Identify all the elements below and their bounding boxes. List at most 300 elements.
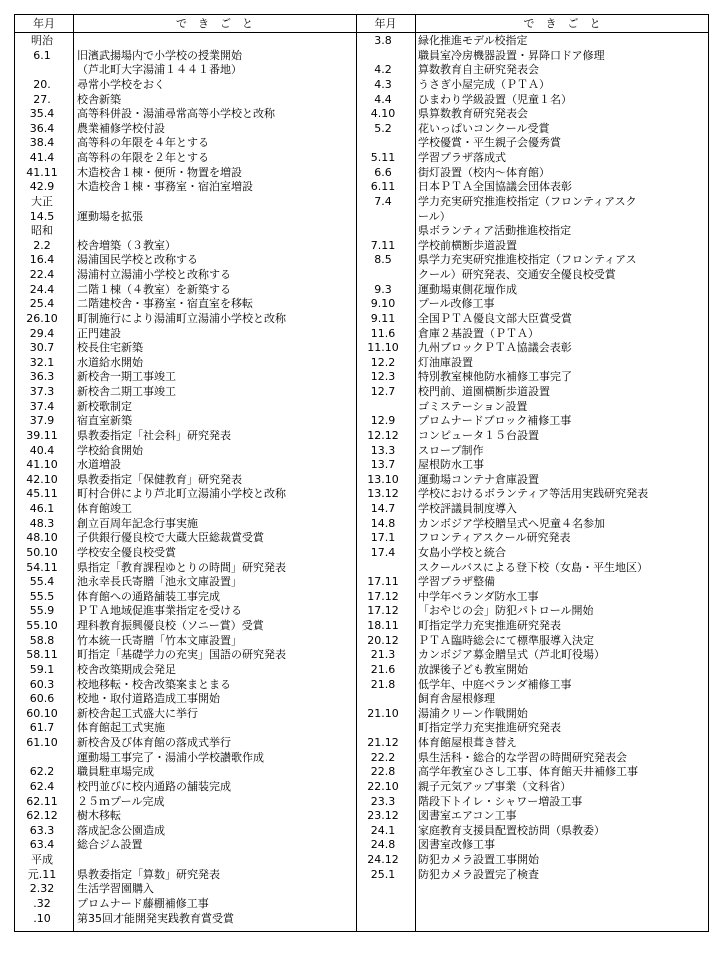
event-cell: 校舎新築 (77, 92, 121, 106)
year-cell: 38.4 (29, 136, 55, 150)
event-cell: 女島小学校と統合 (418, 545, 506, 559)
year-cell: 12.2 (370, 355, 396, 369)
table-row (15, 312, 356, 327)
event-cell: 校舎改築期成会発足 (77, 662, 176, 676)
year-cell: 20. (33, 77, 51, 91)
event-cell: 県教委指定「社会科」研究発表 (77, 428, 231, 442)
year-cell: 14.7 (370, 502, 396, 515)
event-cell: 県指定「教育課程ゆとりの時間」研究発表 (77, 560, 286, 574)
table-row (356, 400, 709, 415)
year-cell: 25.4 (29, 297, 55, 311)
table-row (15, 239, 356, 254)
table-row (356, 546, 709, 561)
year-cell: 17.12 (367, 589, 399, 603)
event-cell: 体育館竣工 (77, 502, 132, 515)
right-event-header: で き ご と (523, 17, 601, 30)
table-row (15, 809, 356, 824)
year-cell: 55.5 (29, 589, 55, 603)
table-row (15, 824, 356, 839)
table-row (356, 166, 709, 181)
year-cell: 6.1 (33, 48, 51, 62)
table-row (356, 78, 709, 93)
year-cell: 21.8 (370, 677, 396, 691)
table-row (356, 122, 709, 137)
event-cell: 町指定学力充実推進研究発表 (418, 721, 561, 735)
table-row (356, 444, 709, 459)
event-cell: 学習プラザ落成式 (418, 151, 506, 164)
event-cell: 町村合併により芦北町立湯浦小学校と改称 (77, 487, 286, 501)
event-cell: 「おやじの会」防犯パトロール開始 (418, 604, 594, 618)
year-cell: 5.2 (374, 121, 392, 135)
event-cell: 図書室エアコン工事 (418, 809, 517, 823)
year-cell: 8.5 (374, 253, 392, 267)
table-row (15, 224, 356, 239)
year-cell: 55.10 (26, 619, 58, 632)
table-row (356, 327, 709, 342)
event-cell: カンボジア募金贈呈式（芦北町役場） (418, 648, 605, 662)
event-cell: 湯浦クリーン作戦開始 (418, 706, 528, 720)
table-row (356, 663, 709, 678)
year-cell: 23.12 (367, 809, 399, 823)
event-cell: 倉庫２基設置（ＰＴＡ） (418, 326, 539, 340)
table-row (356, 239, 709, 254)
year-cell: 14.8 (370, 516, 396, 530)
year-cell: 13.10 (367, 472, 399, 486)
event-cell: 放課後子ども教室開始 (418, 662, 528, 676)
event-cell: 県生活科・総合的な学習の時間研究発表会 (418, 750, 627, 764)
table-row (356, 517, 709, 532)
year-cell: 62.11 (26, 794, 58, 808)
year-cell: 17.4 (370, 545, 396, 559)
year-cell: 17.11 (367, 575, 399, 589)
event-cell: プロムナードブロック補修工事 (418, 414, 572, 428)
table-row (356, 838, 709, 853)
year-cell: 23.3 (370, 794, 396, 808)
table-row (15, 575, 356, 590)
event-cell: 落成記念公園造成 (77, 823, 165, 837)
table-row (15, 458, 356, 473)
table-row (356, 283, 709, 298)
event-cell: 理科教育振興優良校（ソニー賞）受賞 (77, 619, 264, 632)
year-cell: 30.7 (29, 341, 55, 355)
table-row (15, 429, 356, 444)
table-row (15, 678, 356, 693)
event-cell: 灯油庫設置 (418, 355, 473, 369)
year-cell: 4.2 (374, 63, 392, 77)
year-cell: 46.1 (29, 502, 55, 515)
table-row (356, 63, 709, 78)
year-cell: 41.4 (29, 151, 55, 164)
event-cell: 総合ジム設置 (77, 838, 143, 852)
year-cell: 61.10 (26, 736, 58, 749)
table-row (356, 210, 709, 225)
year-cell: .32 (33, 896, 51, 910)
event-cell: 県教委指定「算数」研究発表 (77, 867, 220, 881)
event-cell: 新校舎二期工事竣工 (77, 385, 176, 398)
table-row (356, 678, 709, 693)
table-row (15, 795, 356, 810)
event-cell: ゴミステーション設置 (418, 399, 528, 413)
table-row (15, 502, 356, 517)
year-cell: 26.10 (26, 311, 58, 325)
table-row (356, 356, 709, 371)
year-cell: 4.3 (374, 77, 392, 91)
year-cell: 21.6 (370, 662, 396, 676)
table-row (356, 751, 709, 766)
event-cell: 学力充実研究推進校指定（フロンティアスク (418, 194, 637, 208)
event-cell: 校門前、道園横断歩道設置 (418, 385, 550, 398)
year-cell: 17.1 (370, 531, 396, 545)
year-cell: 昭和 (31, 224, 53, 238)
event-cell: 町指定学力充実推進研究発表 (418, 619, 561, 632)
table-row (15, 663, 356, 678)
left-year-header: 年月 (33, 17, 55, 30)
year-cell: 6.11 (370, 180, 396, 194)
year-cell: 18.11 (367, 619, 399, 632)
year-cell: 16.4 (29, 253, 55, 267)
table-row (15, 341, 356, 356)
table-row (15, 63, 356, 78)
table-row (15, 180, 356, 195)
table-row (356, 414, 709, 429)
event-cell: 緑化推進モデル校指定 (418, 34, 528, 47)
event-cell: 学校安全優良校受賞 (77, 545, 176, 559)
year-cell: 6.6 (374, 165, 392, 179)
event-cell: 新校歌制定 (77, 399, 132, 413)
event-cell: 高等科併設・湯浦尋常高等小学校と改称 (77, 107, 275, 121)
event-cell: 防犯カメラ設置工事開始 (418, 853, 539, 866)
event-cell: 校門並びに校内通路の舗装完成 (77, 779, 231, 793)
event-cell: 新校舎及び体育館の落成式挙行 (77, 736, 231, 749)
year-cell: 24.1 (370, 823, 396, 837)
event-cell: 校舎増築（３教室） (77, 238, 176, 252)
year-cell: 37.3 (29, 385, 55, 398)
year-cell: 48.3 (29, 516, 55, 530)
year-cell: 62.2 (29, 765, 55, 779)
event-cell: 尋常小学校をおく (77, 77, 165, 91)
event-cell: 木造校舎１棟・事務室・宿泊室増設 (77, 180, 253, 194)
event-cell: 県ボランティア活動推進校指定 (418, 224, 572, 238)
event-cell: スロープ制作 (418, 443, 484, 457)
year-cell: 7.11 (370, 238, 396, 252)
event-cell: 高等科の年限を２年とする (77, 151, 209, 164)
table-row (15, 78, 356, 93)
table-row (356, 473, 709, 488)
table-row (15, 166, 356, 181)
table-row (356, 619, 709, 634)
table-row (15, 136, 356, 151)
event-cell: 高学年教室ひさし工事、体育館天井補修工事 (418, 765, 638, 779)
table-row (15, 49, 356, 64)
year-cell: 9.3 (374, 282, 392, 296)
year-cell: 48.10 (26, 531, 58, 545)
event-cell: プロムナード藤棚補修工事 (77, 896, 209, 910)
event-cell: 校地・取付道路造成工事開始 (77, 692, 220, 706)
event-cell: ひまわり学級設置（児童１名） (418, 92, 572, 106)
event-cell: 水道給水開始 (77, 355, 143, 369)
event-cell: クール）研究発表、交通安全優良校受賞 (418, 268, 616, 281)
year-cell: 11.10 (367, 341, 399, 355)
event-cell: 県教委指定「保健教育」研究発表 (77, 472, 242, 486)
table-row (356, 487, 709, 502)
year-cell: 21.10 (367, 706, 399, 720)
event-cell: ＰＴＡ臨時総会にて標準服導入決定 (418, 633, 594, 647)
year-cell: 明治 (31, 34, 53, 47)
table-row (356, 575, 709, 590)
table-row (356, 824, 709, 839)
table-row (15, 897, 356, 912)
event-cell: 図書室改修工事 (418, 838, 495, 852)
table-row (356, 93, 709, 108)
year-cell: 32.1 (29, 355, 55, 369)
year-cell: 62.12 (26, 809, 58, 823)
event-cell: 学習プラザ整備 (418, 575, 495, 589)
event-cell: 旧濱武揚場内で小学校の授業開始 (77, 48, 242, 62)
table-row (15, 210, 356, 225)
table-row (356, 634, 709, 649)
event-cell: 校長住宅新築 (77, 341, 143, 355)
table-row (356, 180, 709, 195)
table-row (15, 444, 356, 459)
year-cell: 55.9 (29, 604, 55, 618)
year-cell: 9.10 (370, 297, 396, 311)
year-cell: 2.2 (33, 238, 51, 252)
table-row (15, 561, 356, 576)
table-row (15, 473, 356, 488)
event-cell: 湯浦村立湯浦小学校と改称する (77, 268, 231, 281)
year-cell: 41.11 (26, 165, 58, 179)
year-cell: 平成 (31, 853, 53, 866)
event-cell: ール） (418, 209, 451, 223)
year-cell: 63.4 (29, 838, 55, 852)
table-row (356, 561, 709, 576)
year-cell: 21.3 (370, 648, 396, 662)
table-row (15, 546, 356, 561)
table-row (15, 195, 356, 210)
year-cell: 12.9 (370, 414, 396, 428)
table-row (356, 253, 709, 268)
year-cell: 22.2 (370, 750, 396, 764)
year-cell: 7.4 (374, 194, 392, 208)
event-cell: 職員駐車場完成 (77, 765, 154, 779)
table-row (356, 370, 709, 385)
event-cell: うさぎ小屋完成（ＰＴＡ） (418, 77, 550, 91)
event-cell: 体育館への通路舗装工事完成 (77, 589, 220, 603)
table-row (356, 195, 709, 210)
year-cell: 42.10 (26, 472, 58, 486)
table-row (356, 590, 709, 605)
event-cell: 水道増設 (77, 458, 121, 472)
year-cell: 11.6 (370, 326, 396, 340)
table-row (356, 151, 709, 166)
year-cell: 42.9 (29, 180, 55, 194)
event-cell: 九州ブロックＰＴＡ協議会表彰 (418, 341, 572, 355)
table-row (15, 487, 356, 502)
event-cell: フロンティアスクール研究発表 (418, 531, 571, 545)
year-cell: 60.6 (29, 692, 55, 706)
year-cell: 27. (33, 92, 51, 106)
event-cell: 二階１棟（４教室）を新築する (77, 282, 231, 296)
year-cell: 40.4 (29, 443, 55, 457)
table-row (356, 531, 709, 546)
left-rows (15, 34, 356, 926)
event-cell: 樹木移転 (77, 809, 121, 823)
table-row (15, 765, 356, 780)
year-cell: 14.5 (29, 209, 55, 223)
event-cell: 第35回才能開発実践教育賞受賞 (77, 911, 234, 925)
year-cell: 24.8 (370, 838, 396, 852)
left-column (15, 15, 356, 931)
year-cell: 39.11 (26, 428, 58, 442)
event-cell: 花いっぱいコンクール受賞 (418, 121, 550, 135)
event-cell: 高等科の年限を４年とする (77, 136, 209, 150)
year-cell: 21.12 (367, 736, 399, 749)
table-row (356, 707, 709, 722)
table-row (15, 34, 356, 49)
table-row (15, 590, 356, 605)
table-row (15, 122, 356, 137)
year-cell: 22.10 (367, 779, 399, 793)
event-cell: 階段下トイレ・シャワー増設工事 (418, 794, 583, 808)
table-row (356, 502, 709, 517)
year-cell: 55.4 (29, 575, 55, 589)
table-row (15, 151, 356, 166)
year-cell: 4.10 (370, 107, 396, 121)
event-cell: 校地移転・校舎改築案まとまる (77, 677, 231, 691)
year-cell: 58.11 (26, 648, 58, 662)
table-row (15, 692, 356, 707)
year-cell: 24.12 (367, 853, 399, 866)
table-row (15, 604, 356, 619)
table-row (356, 385, 709, 400)
event-cell: 学校評議員制度導入 (418, 502, 517, 515)
event-cell: 県算数教育研究発表会 (418, 107, 528, 121)
table-row (15, 751, 356, 766)
event-cell: 創立百周年記念行事実施 (77, 516, 198, 530)
table-row (15, 107, 356, 122)
year-cell: 12.7 (370, 385, 396, 398)
year-cell: 3.8 (374, 34, 392, 47)
event-cell: 学校におけるボランティア等活用実践研究発表 (418, 487, 649, 501)
table-row (15, 721, 356, 736)
event-cell: 職員室冷房機器設置・昇降口ドア修理 (418, 48, 605, 62)
event-cell: コンピュータ１５台設置 (418, 428, 539, 442)
year-cell: 60.3 (29, 677, 55, 691)
event-cell: 日本ＰＴＡ全国協議会団体表彰 (418, 180, 572, 194)
event-cell: 屋根防水工事 (418, 458, 484, 472)
table-row (15, 283, 356, 298)
event-cell: 運動場コンテナ倉庫設置 (418, 472, 539, 486)
table-row (356, 107, 709, 122)
event-cell: 二階建校舎・事務室・宿直室を移転 (77, 297, 253, 311)
event-cell: 学校給食開始 (77, 443, 143, 457)
table-row (15, 882, 356, 897)
table-row (356, 34, 709, 49)
event-cell: 宿直室新築 (77, 414, 132, 428)
event-cell: 県学力充実研究推進校指定（フロンティアス (418, 253, 637, 267)
table-row (356, 765, 709, 780)
table-row (356, 604, 709, 619)
year-cell: 24.4 (29, 282, 55, 296)
event-cell: カンボジア学校贈呈式へ児童４名参加 (418, 516, 605, 530)
table-row (15, 780, 356, 795)
table-row (356, 780, 709, 795)
event-cell: 親子元気アップ事業（文科省） (418, 779, 572, 793)
table-row (356, 458, 709, 473)
history-table (14, 14, 709, 932)
right-year-header: 年月 (374, 17, 397, 30)
event-cell: 池永幸長氏寄贈「池永文庫設置」 (77, 575, 242, 589)
table-row (356, 297, 709, 312)
year-cell: 20.12 (367, 633, 399, 647)
event-cell: 全国ＰＴＡ優良文部大臣賞受賞 (418, 311, 572, 325)
table-row (356, 49, 709, 64)
event-cell: 飼育舎屋根修理 (418, 692, 495, 706)
table-row (356, 136, 709, 151)
table-row (356, 868, 709, 883)
event-cell: ２５ｍプール完成 (77, 794, 165, 808)
table-row (356, 795, 709, 810)
year-cell: 61.7 (29, 721, 55, 735)
event-cell: 中学年ベランダ防水工事 (418, 589, 539, 603)
year-cell: 50.10 (26, 545, 58, 559)
year-cell: 2.32 (29, 882, 55, 896)
year-cell: 29.4 (29, 326, 55, 340)
table-row (15, 370, 356, 385)
event-cell: 農業補修学校付設 (77, 121, 165, 135)
table-row (15, 868, 356, 883)
event-cell: 運動場工事完了・湯浦小学校讃歌作成 (77, 750, 264, 764)
table-row (356, 429, 709, 444)
year-cell: 9.11 (370, 311, 396, 325)
year-cell: 元.11 (27, 867, 57, 881)
event-cell: 体育館屋根葺き替え (418, 736, 517, 749)
year-cell: 5.11 (370, 151, 396, 164)
table-row (15, 253, 356, 268)
event-cell: 町指定「基礎学力の充実」国語の研究発表 (77, 648, 286, 662)
event-cell: 学校優賞・平生親子会優秀賞 (418, 136, 561, 150)
year-cell: 4.4 (374, 92, 392, 106)
year-cell: 58.8 (29, 633, 55, 647)
table-row (356, 809, 709, 824)
table-row (15, 707, 356, 722)
year-cell: 60.10 (26, 706, 58, 720)
table-row (15, 517, 356, 532)
year-cell: 12.3 (370, 370, 396, 384)
event-cell: 低学年、中庭ベランダ補修工事 (418, 677, 572, 691)
event-cell: 正門建設 (77, 326, 121, 340)
event-cell: 運動場東側花壇作成 (418, 282, 517, 296)
table-row (15, 853, 356, 868)
table-row (15, 619, 356, 634)
year-cell: 62.4 (29, 779, 55, 793)
table-row (356, 268, 709, 283)
year-cell: 36.3 (29, 370, 55, 384)
event-cell: 竹本統一氏寄贈「竹本文庫設置」 (77, 633, 242, 647)
event-cell: 体育館起工式実施 (77, 721, 165, 735)
table-row (15, 268, 356, 283)
event-cell: 家庭教育支援員配置校訪問（県教委） (418, 823, 605, 837)
year-cell: 63.3 (29, 823, 55, 837)
table-row (15, 648, 356, 663)
year-cell: 37.9 (29, 414, 55, 428)
table-row (356, 736, 709, 751)
year-cell: 22.4 (29, 268, 55, 281)
year-cell: 13.7 (370, 458, 396, 472)
event-cell: 木造校舎１棟・便所・物置を増設 (77, 165, 242, 179)
table-row (15, 736, 356, 751)
year-cell: 41.10 (26, 458, 58, 472)
